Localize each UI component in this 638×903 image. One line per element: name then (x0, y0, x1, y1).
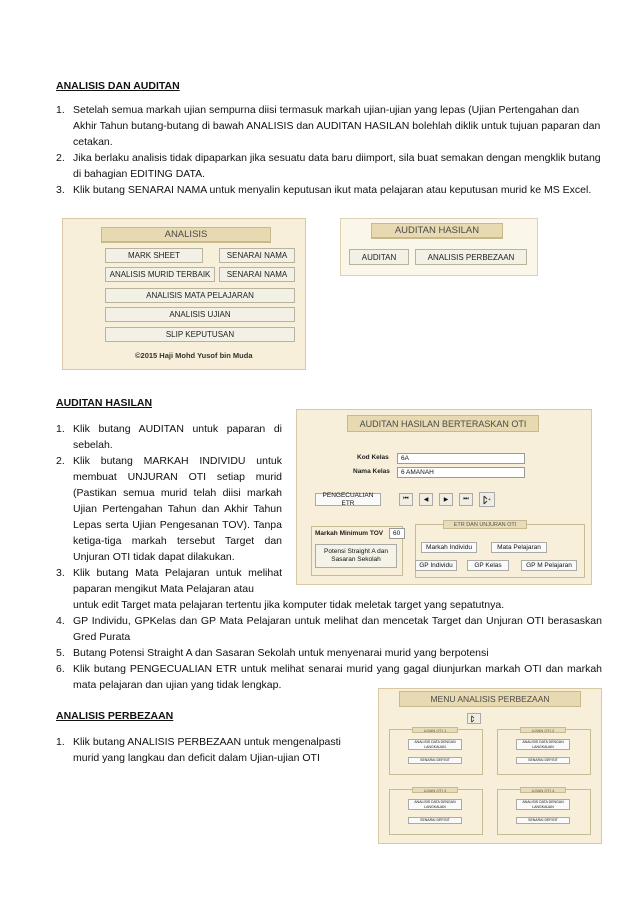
analisis-murid-terbaik-button[interactable]: ANALISIS MURID TERBAIK (105, 267, 215, 282)
markah-min-tov-label: Markah Minimum TOV (315, 530, 384, 537)
ujian-oti-3-box (389, 789, 483, 835)
analisis-langkauan-button-1[interactable]: ANALISIS DATA DENGAN LANGKAUAN (408, 739, 462, 750)
list-item: 1. Klik butang AUDITAN untuk paparan di sebelah. (56, 423, 282, 451)
new-record-svg (482, 495, 492, 505)
section-heading-analisis-perbezaan: ANALISIS PERBEZAAN (56, 710, 174, 722)
nama-kelas-label: Nama Kelas (353, 468, 390, 475)
potensi-straight-a-button[interactable]: Potensi Straight A dan Sasaran Sekolah (315, 544, 397, 568)
list-item: 1. Klik butang ANALISIS PERBEZAAN untuk mengenalpasti murid yang langkau dan deficit dalam Ujian-ujian OTI (56, 736, 341, 764)
analisis-title: ANALISIS (101, 227, 271, 242)
ujian-oti-2-box (497, 729, 591, 775)
analisis-mata-pelajaran-button[interactable]: ANALISIS MATA PELAJARAN (105, 288, 295, 303)
senarai-defisit-button-4[interactable]: SENARAI DEFISIT (516, 817, 570, 824)
back-svg (470, 715, 478, 723)
kod-kelas-label: Kod Kelas (357, 454, 389, 461)
prev-record-icon[interactable]: ◀ (419, 493, 433, 506)
markah-individu-button[interactable]: Markah Individu (421, 542, 477, 553)
oti-panel-title: AUDITAN HASILAN BERTERASKAN OTI (347, 415, 539, 432)
first-record-icon[interactable]: ⏮ (399, 493, 413, 506)
section2-list-wide (56, 613, 602, 693)
perbezaan-title: MENU ANALISIS PERBEZAAN (399, 691, 581, 707)
auditan-oti-panel (296, 409, 592, 585)
list-item: 2. Jika berlaku analisis tidak dipaparkan jika sesuatu data baru diimport, sila buat semakan dengan mengklik butang di bahagian EDITING DATA. (56, 152, 601, 180)
last-record-icon[interactable]: ⏭ (459, 493, 473, 506)
ujian-oti-1-header: UJIAN OTI 1 (412, 727, 458, 733)
auditan-button[interactable]: AUDITAN (349, 249, 409, 265)
ujian-oti-1-box (389, 729, 483, 775)
gp-individu-button[interactable]: GP Individu (415, 560, 457, 571)
next-record-icon[interactable]: ▶ (439, 493, 453, 506)
list-item: 6. Klik butang PENGECUALIAN ETR untuk melihat senarai murid yang gagal diunjurkan markah OTI dan markah mata pelajaran dan ujian yang tidak lengkap. (56, 663, 602, 691)
analisis-langkauan-button-2[interactable]: ANALISIS DATA DENGAN LANGKAUAN (516, 739, 570, 750)
list-item: 5. Butang Potensi Straight A dan Sasaran Sekolah untuk menyenarai murid yang berpotensi (56, 647, 489, 659)
senarai-defisit-button-3[interactable]: SENARAI DEFISIT (408, 817, 462, 824)
senarai-nama-button[interactable]: SENARAI NAMA (219, 248, 295, 263)
list-item: 3. Klik butang SENARAI NAMA untuk menyalin keputusan ikut mata pelajaran atau keputusan murid ke MS Excel. (56, 184, 592, 196)
analisis-panel (62, 218, 306, 370)
analisis-perbezaan-button[interactable]: ANALISIS PERBEZAAN (415, 249, 527, 265)
svg-text:+: + (488, 496, 491, 503)
nama-kelas-field[interactable]: 6 AMANAH (397, 467, 525, 478)
mark-sheet-button[interactable]: MARK SHEET (105, 248, 203, 263)
senarai-defisit-button-1[interactable]: SENARAI DEFISIT (408, 757, 462, 764)
new-record-icon[interactable] (479, 492, 495, 507)
senarai-defisit-button-2[interactable]: SENARAI DEFISIT (516, 757, 570, 764)
ujian-oti-4-box (497, 789, 591, 835)
section-heading-auditan-hasilan: AUDITAN HASILAN (56, 397, 153, 409)
analisis-langkauan-button-4[interactable]: ANALISIS DATA DENGAN LANGKAUAN (516, 799, 570, 810)
pengecualian-etr-button[interactable]: PENGECUALIAN ETR (315, 493, 381, 506)
copyright-text: ©2015 Haji Mohd Yusof bin Muda (135, 351, 253, 360)
analisis-ujian-button[interactable]: ANALISIS UJIAN (105, 307, 295, 322)
analisis-langkauan-button-3[interactable]: ANALISIS DATA DENGAN LANGKAUAN (408, 799, 462, 810)
gp-m-pelajaran-button[interactable]: GP M Pelajaran (521, 560, 577, 571)
ujian-oti-3-header: UJIAN OTI 3 (412, 787, 458, 793)
list-item: 1. Setelah semua markah ujian sempurna diisi termasuk markah ujian-ujian yang lepas (Ujian Pertengahan dan Akhir Tahun butang-butang di bawah ANALISIS dan AUDITAN HASILAN bolehlah diklik untuk tujuan paparan dan cetakan. (56, 104, 601, 148)
back-icon[interactable] (467, 713, 481, 724)
section-heading-analisis-auditan: ANALISIS DAN AUDITAN (56, 80, 180, 92)
etr-header: ETR DAN UNJURAN OTI (443, 520, 527, 529)
ujian-oti-2-header: UJIAN OTI 2 (520, 727, 566, 733)
senarai-nama-button-2[interactable]: SENARAI NAMA (219, 267, 295, 282)
list-item-continuation: untuk edit Target mata pelajaran tertentu jika komputer tidak meletak target yang sepatutnya. (73, 599, 505, 611)
list-item: 4. GP Individu, GPKelas dan GP Mata Pelajaran untuk melihat dan mencetak Target dan Unjuran OTI berasaskan Gred Purata (56, 615, 602, 643)
list-item: 2. Klik butang MARKAH INDIVIDU untuk membuat UNJURAN OTI setiap murid (Pastikan semua murid telah diisi markah Ujian Pertengahan Tahun dan Akhir Tahun Lepas serta Ujian Pengesanan TOV). Tanpa ketiga-tiga markah tersebut Target dan Unjuran OTI tidak dapat dilakukan. (56, 455, 282, 563)
section3-list (56, 734, 360, 766)
auditan-hasilan-title: AUDITAN HASILAN (371, 223, 503, 238)
slip-keputusan-button[interactable]: SLIP KEPUTUSAN (105, 327, 295, 342)
auditan-hasilan-panel (340, 218, 538, 276)
markah-min-tov-field[interactable]: 60 (389, 528, 405, 539)
ujian-oti-4-header: UJIAN OTI 4 (520, 787, 566, 793)
section1-list (56, 102, 602, 198)
section2-list-narrow (56, 421, 282, 597)
gp-kelas-button[interactable]: GP Kelas (467, 560, 509, 571)
list-item: 3. Klik butang Mata Pelajaran untuk melihat paparan mengikut Mata Pelajaran atau (56, 567, 282, 595)
mata-pelajaran-button[interactable]: Mata Pelajaran (491, 542, 547, 553)
perbezaan-panel (378, 688, 602, 844)
kod-kelas-field[interactable]: 6A (397, 453, 525, 464)
